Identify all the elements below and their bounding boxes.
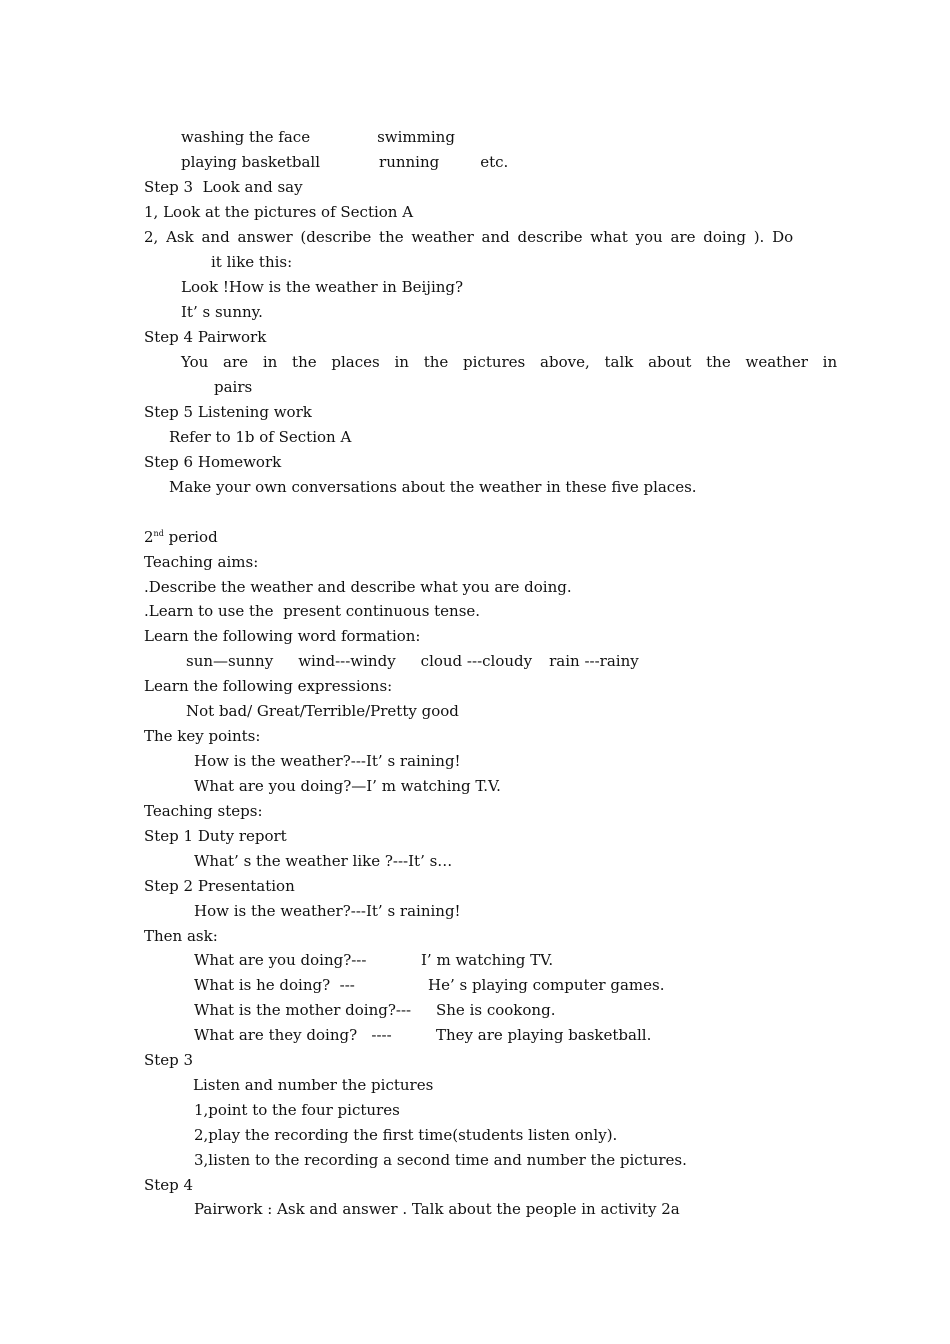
- step-item: 1,point to the four pictures: [194, 1101, 400, 1119]
- section-heading: Learn the following word formation:: [144, 627, 421, 645]
- key-point: What are you doing?—I’ m watching T.V.: [194, 777, 501, 795]
- activity-item: washing the face: [181, 128, 311, 146]
- step-text-continuation: pairs: [214, 378, 253, 396]
- period-ordinal: nd: [153, 529, 164, 538]
- step-heading: Step 4: [144, 1176, 194, 1194]
- aim-item: .Learn to use the present continuous tense.: [144, 602, 481, 620]
- word-formation-item: wind---windy: [298, 652, 396, 670]
- activity-item: swimming: [377, 128, 455, 146]
- word-formation-item: cloud ---cloudy: [420, 652, 533, 670]
- step-item: 2, Ask and answer (describe the weather and describe what you are doing ). Do: [144, 228, 794, 246]
- step-heading: Step 1 Duty report: [144, 827, 287, 845]
- example-answer: It’ s sunny.: [181, 303, 263, 321]
- step-item: 2,play the recording the first time(students listen only).: [194, 1126, 618, 1144]
- qa-question: What is he doing? ---: [194, 976, 355, 994]
- qa-question: What is the mother doing?---: [194, 1001, 412, 1019]
- step-item: 3,listen to the recording a second time and number the pictures.: [194, 1151, 687, 1169]
- step-text: What’ s the weather like ?---It’ s…: [194, 852, 453, 870]
- word-formation-row: [186, 652, 639, 670]
- step-item: 1, Look at the pictures of Section A: [144, 203, 414, 221]
- qa-answer: She is cookong.: [436, 1001, 556, 1019]
- step-heading: Step 5 Listening work: [144, 403, 312, 421]
- section-heading: Teaching steps:: [144, 802, 263, 820]
- word-formation-item: rain ---rainy: [549, 652, 639, 670]
- activity-item: running: [379, 153, 440, 171]
- period-title: [144, 528, 218, 546]
- step-heading: Step 3 Look and say: [144, 178, 303, 196]
- period-label: period: [163, 528, 218, 546]
- step-text: Listen and number the pictures: [193, 1076, 434, 1094]
- expressions-text: Not bad/ Great/Terrible/Pretty good: [186, 702, 459, 720]
- section-heading: Teaching aims:: [144, 553, 259, 571]
- period-number: 2: [144, 528, 154, 546]
- step-heading: Step 4 Pairwork: [144, 328, 267, 346]
- step-text: Refer to 1b of Section A: [169, 428, 352, 446]
- activity-item: playing basketball: [181, 153, 321, 171]
- step-text: Then ask:: [144, 927, 218, 945]
- step-text: You are in the places in the pictures above, talk about the weather in: [181, 353, 838, 371]
- qa-question: What are you doing?---: [194, 951, 367, 969]
- activity-item: etc.: [480, 153, 509, 171]
- section-heading: The key points:: [144, 727, 261, 745]
- qa-answer: They are playing basketball.: [436, 1026, 652, 1044]
- example-question: Look !How is the weather in Beijing?: [181, 278, 464, 296]
- qa-answer: He’ s playing computer games.: [428, 976, 665, 994]
- step-heading: Step 2 Presentation: [144, 877, 295, 895]
- step-text: Make your own conversations about the weather in these five places.: [169, 478, 697, 496]
- key-point: How is the weather?---It’ s raining!: [194, 752, 461, 770]
- qa-answer: I’ m watching TV.: [421, 951, 554, 969]
- word-formation-item: sun—sunny: [186, 652, 274, 670]
- step-heading: Step 3: [144, 1051, 194, 1069]
- section-heading: Learn the following expressions:: [144, 677, 393, 695]
- qa-question: What are they doing? ----: [194, 1026, 392, 1044]
- step-heading: Step 6 Homework: [144, 453, 282, 471]
- activity-row-1: [181, 128, 455, 146]
- activity-row-2: [181, 153, 508, 171]
- step-text: Pairwork : Ask and answer . Talk about the people in activity 2a: [194, 1200, 680, 1218]
- aim-item: .Describe the weather and describe what you are doing.: [144, 578, 572, 596]
- step-text: How is the weather?---It’ s raining!: [194, 902, 461, 920]
- step-item-continuation: it like this:: [211, 253, 293, 271]
